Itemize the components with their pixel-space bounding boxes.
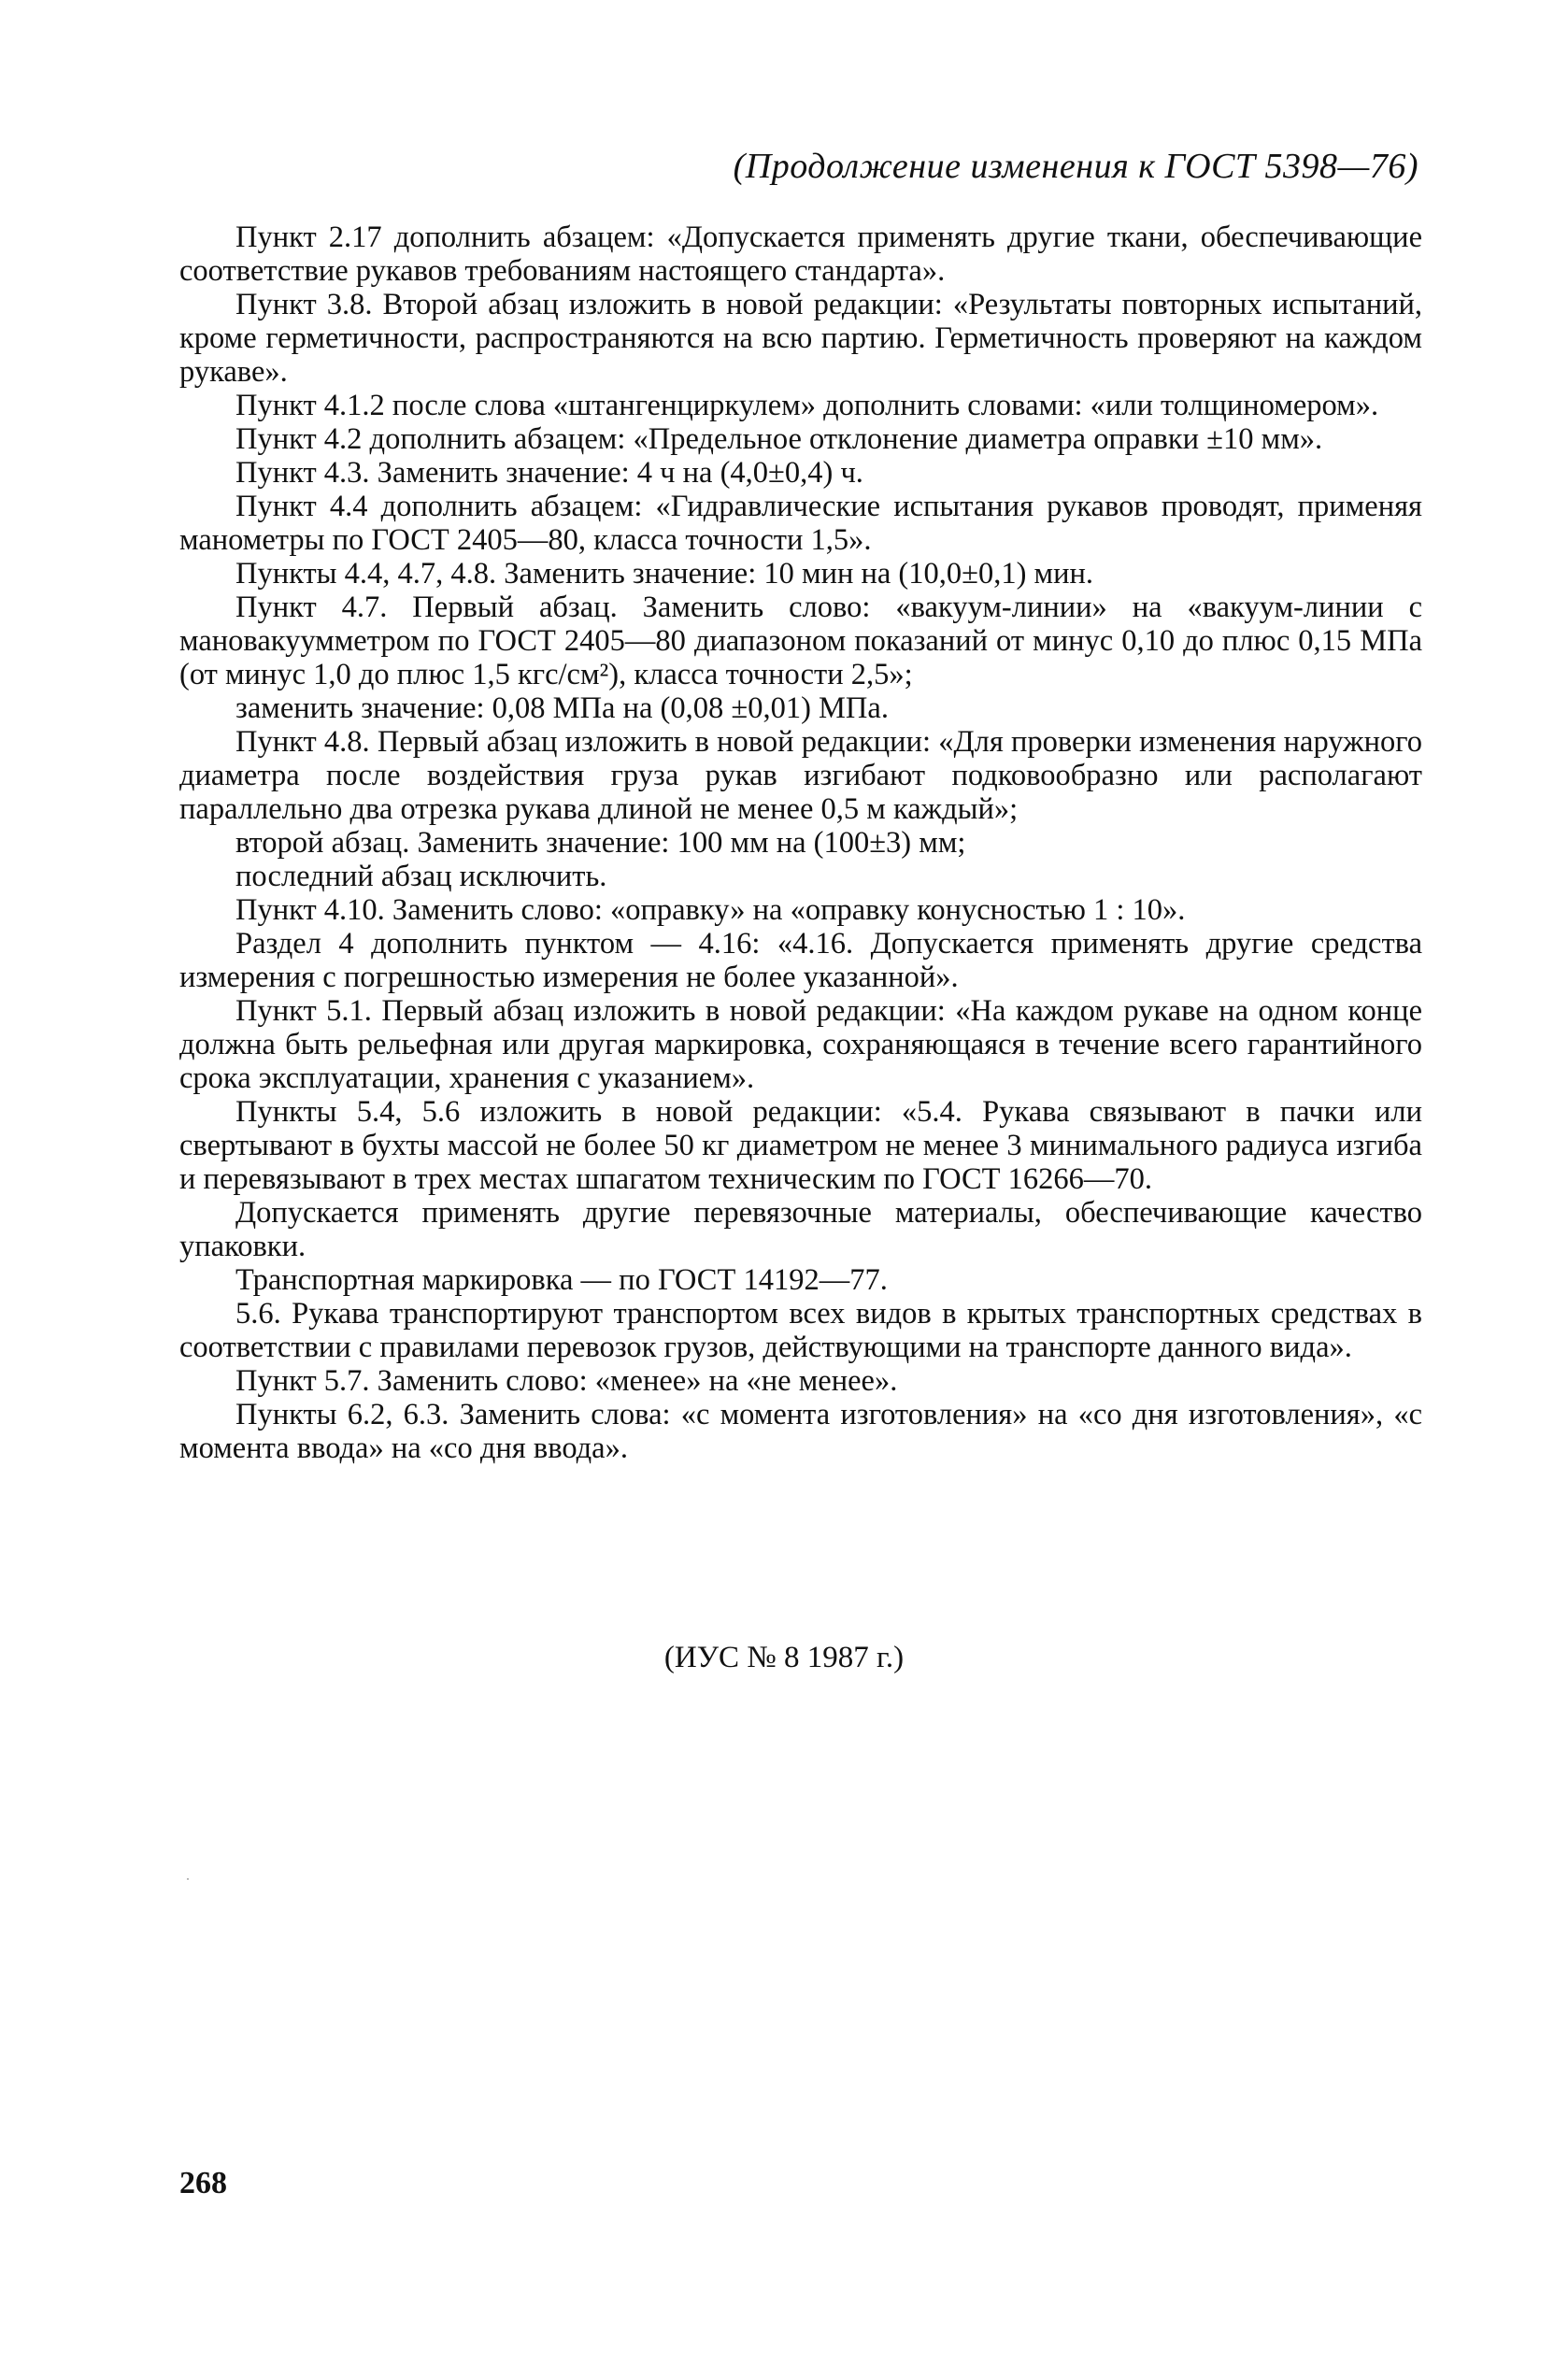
paragraph: 5.6. Рукава транспортируют транспортом всех видов в крытых транспортных средствах в соответствии с правилами перевозок грузов, действующими на транспорте данного вида». [179, 1297, 1422, 1364]
paragraph: Пункт 4.7. Первый абзац. Заменить слово: «вакуум-линии» на «вакуум-линии с мановакуумметром по ГОСТ 2405—80 диапазоном показаний от минус 0,10 до плюс 0,15 МПа (от минус 1,0 до плюс 1,5 кгс/см²), класса точности 2,5»; [179, 591, 1422, 691]
paragraph: Пункт 4.3. Заменить значение: 4 ч на (4,0±0,4) ч. [235, 456, 863, 490]
running-header: (Продолжение изменения к ГОСТ 5398—76) [733, 147, 1418, 186]
paragraph: Пункт 4.1.2 после слова «штангенциркулем» дополнить словами: «или толщиномером». [235, 389, 1379, 422]
paragraph: Раздел 4 дополнить пунктом — 4.16: «4.16. Допускается применять другие средства измерения с погрешностью измерения не более указанной». [179, 927, 1422, 994]
paragraph: Транспортная маркировка — по ГОСТ 14192—77. [235, 1263, 888, 1297]
paragraph: Пункт 2.17 дополнить абзацем: «Допускается применять другие ткани, обеспечивающие соответствие рукавов требованиям настоящего стандарта». [179, 221, 1422, 288]
paragraph: последний абзац исключить. [235, 860, 607, 893]
paragraph: Пункт 4.4 дополнить абзацем: «Гидравлические испытания рукавов проводят, применяя манометры по ГОСТ 2405—80, класса точности 1,5». [179, 490, 1422, 557]
document-body [179, 221, 1422, 1465]
source-note: (ИУС № 8 1987 г.) [663, 1641, 905, 1674]
scan-speck [187, 1878, 189, 1880]
paragraph: Пункт 5.7. Заменить слово: «менее» на «не менее». [235, 1364, 898, 1398]
paragraph: Допускается применять другие перевязочные материалы, обеспечивающие качество упаковки. [179, 1196, 1422, 1263]
page-number: 268 [179, 2166, 227, 2200]
paragraph: заменить значение: 0,08 МПа на (0,08 ±0,01) МПа. [235, 691, 889, 725]
paragraph: Пункт 4.8. Первый абзац изложить в новой редакции: «Для проверки изменения наружного диаметра после воздействия груза рукав изгибают подковообразно или располагают параллельно два отрезка рукава длиной не менее 0,5 м каждый»; [179, 725, 1422, 826]
paragraph: Пункт 4.2 дополнить абзацем: «Предельное отклонение диаметра оправки ±10 мм». [235, 422, 1323, 456]
paragraph: Пункты 4.4, 4.7, 4.8. Заменить значение: 10 мин на (10,0±0,1) мин. [235, 557, 1094, 591]
paragraph: второй абзац. Заменить значение: 100 мм на (100±3) мм; [235, 826, 966, 860]
paragraph: Пункты 5.4, 5.6 изложить в новой редакции: «5.4. Рукава связывают в пачки или свертывают в бухты массой не более 50 кг диаметром не менее 3 минимального радиуса изгиба и перевязывают в трех местах шпагатом техническим по ГОСТ 16266—70. [179, 1095, 1422, 1196]
paragraph: Пункт 3.8. Второй абзац изложить в новой редакции: «Результаты повторных испытаний, кроме герметичности, распространяются на всю партию. Герметичность проверяют на каждом рукаве». [179, 288, 1422, 389]
paragraph: Пункт 5.1. Первый абзац изложить в новой редакции: «На каждом рукаве на одном конце должна быть рельефная или другая маркировка, сохраняющаяся в течение всего гарантийного срока эксплуатации, хранения с указанием». [179, 994, 1422, 1095]
paragraph: Пункты 6.2, 6.3. Заменить слова: «с момента изготовления» на «со дня изготовления», «с момента ввода» на «со дня ввода». [179, 1398, 1422, 1465]
paragraph: Пункт 4.10. Заменить слово: «оправку» на «оправку конусностью 1 : 10». [235, 893, 1186, 927]
